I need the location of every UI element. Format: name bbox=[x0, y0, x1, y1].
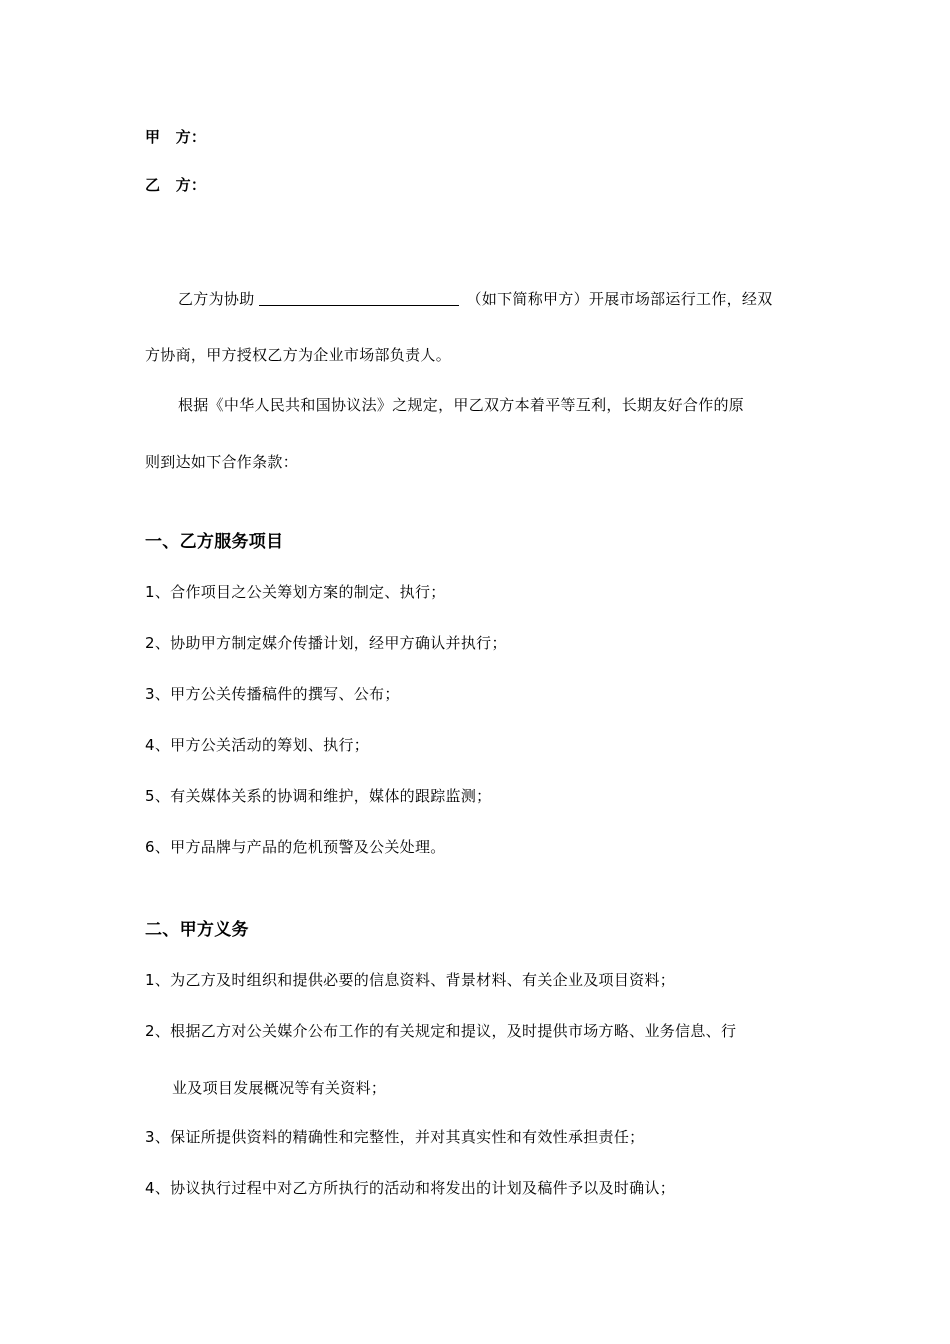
party-a-label: 甲 方： bbox=[145, 128, 207, 146]
intro-paragraph-1 bbox=[178, 289, 773, 309]
section1-title: 一、乙方服务项目 bbox=[145, 532, 284, 552]
intro-p1-after: （如下简称甲方）开展市场部运行工作，经双 bbox=[466, 290, 773, 308]
intro-p1-before: 乙方为协助 bbox=[178, 290, 255, 308]
section1-item: 6、甲方品牌与产品的危机预警及公关处理。 bbox=[145, 838, 446, 856]
section2-item: 4、协议执行过程中对乙方所执行的活动和将发出的计划及稿件予以及时确认； bbox=[145, 1179, 676, 1197]
intro-p2-line2: 则到达如下合作条款： bbox=[145, 453, 299, 471]
section2-item: 1、为乙方及时组织和提供必要的信息资料、背景材料、有关企业及项目资料； bbox=[145, 971, 676, 989]
section1-item: 4、甲方公关活动的筹划、执行； bbox=[145, 736, 370, 754]
section1-item: 3、甲方公关传播稿件的撰写、公布； bbox=[145, 685, 400, 703]
section2-item: 2、根据乙方对公关媒介公布工作的有关规定和提议，及时提供市场方略、业务信息、行 bbox=[145, 1022, 737, 1040]
section1-item: 1、合作项目之公关筹划方案的制定、执行； bbox=[145, 583, 446, 601]
intro-p1-continuation: 方协商，甲方授权乙方为企业市场部负责人。 bbox=[145, 346, 452, 364]
section1-item: 5、有关媒体关系的协调和维护，媒体的跟踪监测； bbox=[145, 787, 492, 805]
section2-title: 二、甲方义务 bbox=[145, 920, 249, 940]
intro-p2-line1: 根据《中华人民共和国协议法》之规定，甲乙双方本着平等互利，长期友好合作的原 bbox=[178, 396, 745, 414]
section2-item-continuation: 业及项目发展概况等有关资料； bbox=[172, 1079, 387, 1097]
section1-item: 2、协助甲方制定媒介传播计划，经甲方确认并执行； bbox=[145, 634, 507, 652]
section2-item: 3、保证所提供资料的精确性和完整性，并对其真实性和有效性承担责任； bbox=[145, 1128, 645, 1146]
party-b-label: 乙 方： bbox=[145, 176, 207, 194]
party-a-name-blank bbox=[259, 289, 459, 306]
